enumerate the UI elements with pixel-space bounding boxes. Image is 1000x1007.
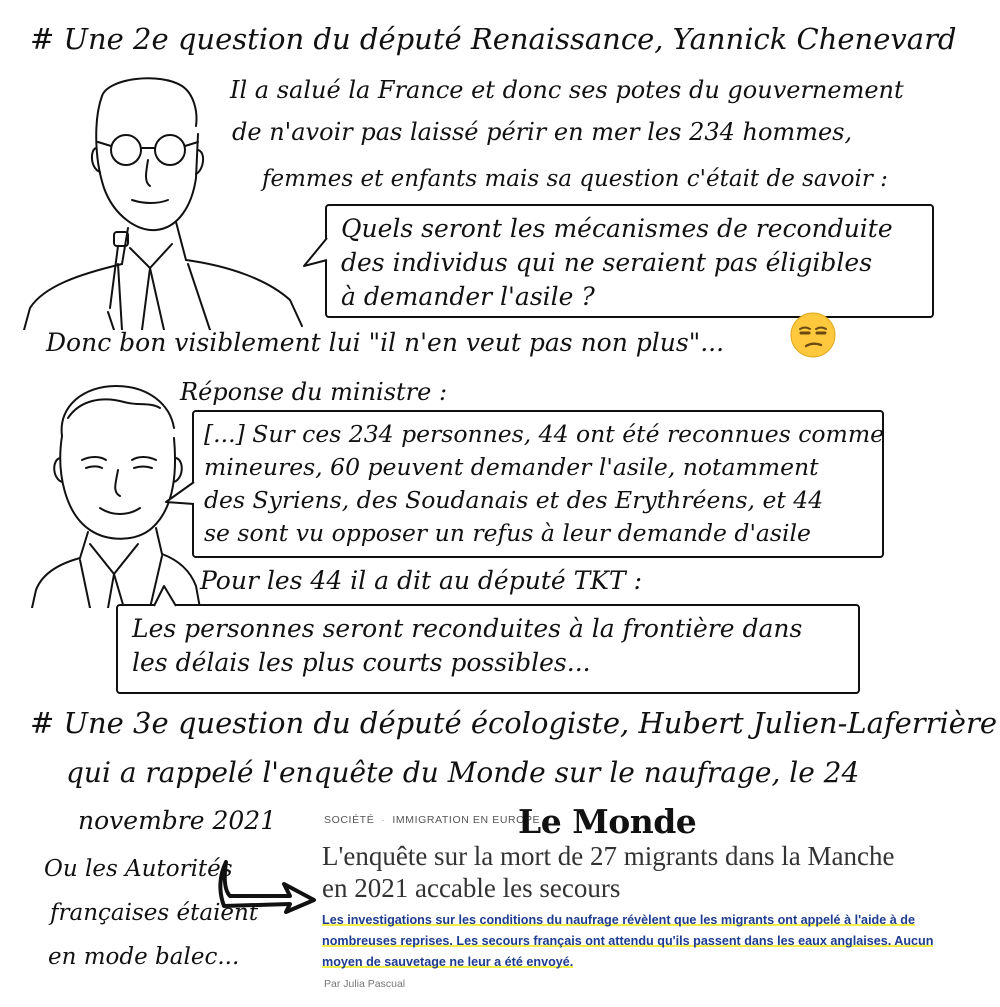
question-bubble-tail — [300, 236, 330, 276]
quote-line-1: Les personnes seront reconduites à la frontière dans — [132, 614, 803, 643]
question-line-3: à demander l'asile ? — [341, 282, 595, 311]
question-line-2: des individus qui ne seraient pas éligibles — [341, 248, 873, 277]
answer-line-2: mineures, 60 peuvent demander l'asile, notamment — [204, 453, 819, 481]
answer-line-3: des Syriens, des Soudanais et des Erythréens, et 44 — [204, 486, 824, 514]
le-monde-article-clipping — [318, 800, 978, 1000]
quote-bubble-tail — [150, 584, 180, 608]
minister-answer-bubble — [192, 410, 884, 558]
comment-line: Donc bon visiblement lui "il n'en veut pas non plus"... — [46, 328, 725, 357]
answer-bubble-tail — [164, 480, 196, 510]
side-note-line-3: en mode balec... — [48, 944, 240, 970]
minister-answer-label: Réponse du ministre : — [180, 378, 448, 406]
article-lede: Les investigations sur les conditions du naufrage révèlent que les migrants ont appelé à l'aide à de nombreuses reprises. Les secours français ont attendu qu'ils passent dans les eaux anglaises. Aucun moyen de sauvetage ne leur a été envoyé. — [322, 913, 934, 969]
question-line-1: Quels seront les mécanismes de reconduite — [341, 214, 893, 243]
section2-intro-line-3: femmes et enfants mais sa question c'était de savoir : — [262, 166, 888, 192]
article-title: L'enquête sur la mort de 27 migrants dans la Manche en 2021 accable les secours — [322, 841, 895, 903]
article-section: SOCIÉTÉ — [324, 814, 375, 826]
article-author: Par Julia Pascual — [324, 978, 406, 990]
section3-heading: # Une 3e question du député écologiste, Hubert Julien-Laferrière — [30, 706, 997, 740]
minister-quote-bubble — [116, 604, 860, 694]
section2-intro-line-1: Il a salué la France et donc ses potes du gouvernement — [230, 76, 904, 104]
answer-line-4: se sont vu opposer un refus à leur demande d'asile — [204, 519, 811, 547]
section3-line-3: novembre 2021 — [78, 806, 277, 835]
article-subsection: IMMIGRATION EN EUROPE — [392, 814, 541, 826]
deputy-portrait-illustration — [10, 68, 310, 330]
side-note-line-1: Ou les Autorités — [44, 856, 233, 882]
answer-line-1: [...] Sur ces 234 personnes, 44 ont été reconnues comme — [204, 420, 885, 448]
deputy-question-bubble — [325, 204, 934, 318]
section2-heading: # Une 2e question du député Renaissance, Yannick Chenevard — [30, 22, 957, 56]
quote-line-2: les délais les plus courts possibles... — [132, 648, 591, 677]
section3-line-2: qui a rappelé l'enquête du Monde sur le naufrage, le 24 — [66, 756, 860, 789]
article-kicker: SOCIÉTÉ · IMMIGRATION EN EUROPE — [324, 814, 541, 826]
minister-note: Pour les 44 il a dit au député TKT : — [200, 566, 643, 595]
side-note-line-2: françaises étaient — [50, 900, 259, 926]
section2-intro-line-2: de n'avoir pas laissé périr en mer les 234 hommes, — [232, 118, 853, 146]
le-monde-logo: Le Monde — [518, 802, 697, 841]
unamused-face-icon — [790, 312, 836, 358]
arrow-right-icon — [218, 858, 318, 914]
